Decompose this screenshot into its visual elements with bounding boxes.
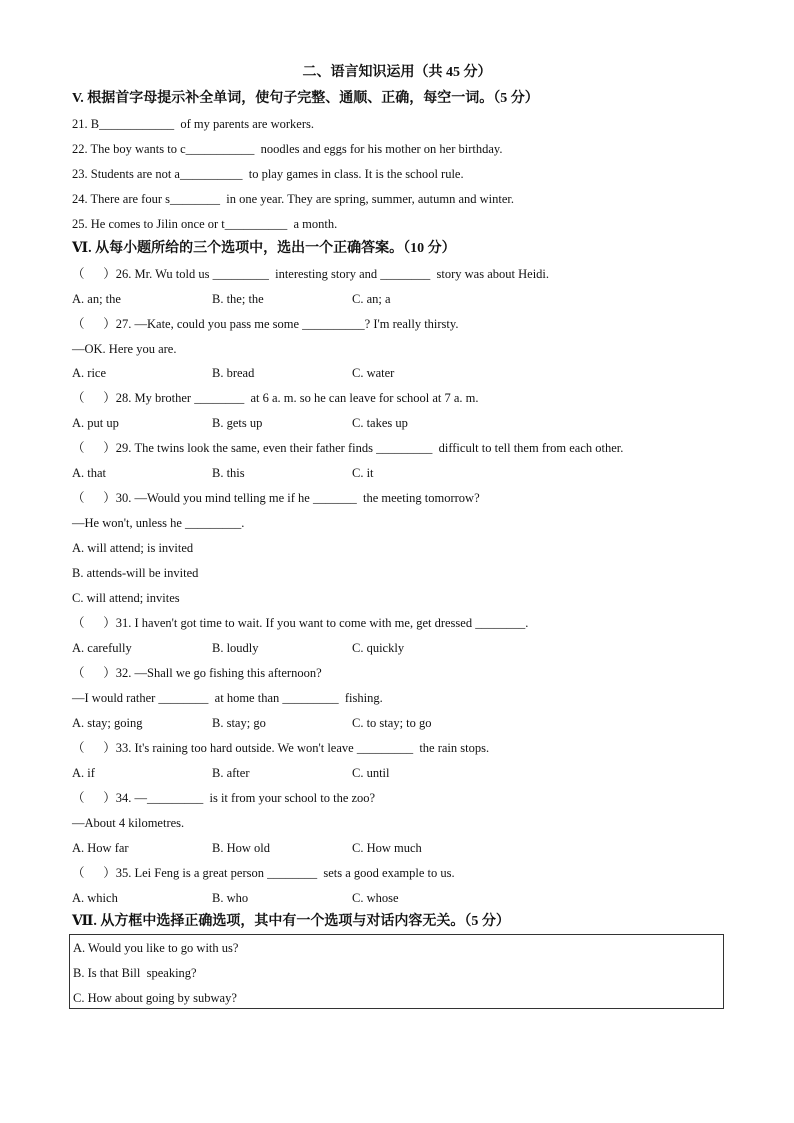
question-28-option-c: C. takes up xyxy=(352,416,408,430)
question-30: （ ）30. —Would you mind telling me if he _______ the meeting tomorrow? xyxy=(72,491,480,505)
question-32: （ ）32. —Shall we go fishing this afternoon? xyxy=(72,666,322,680)
question-34-option-c: C. How much xyxy=(352,841,422,855)
question-33-option-c: C. until xyxy=(352,766,390,780)
question-32-option-a: A. stay; going xyxy=(72,716,143,730)
question-26-option-b: B. the; the xyxy=(212,292,264,306)
question-27: （ ）27. —Kate, could you pass me some __________? I'm really thirsty. xyxy=(72,317,459,331)
question-33-option-a: A. if xyxy=(72,766,95,780)
question-29-option-a: A. that xyxy=(72,466,107,480)
options-box xyxy=(69,934,724,1009)
question-35-option-c: C. whose xyxy=(352,891,399,905)
question-28: （ ）28. My brother ________ at 6 a. m. so he can leave for school at 7 a. m. xyxy=(72,391,479,405)
section-5-heading: V. 根据首字母提示补全单词，使句子完整、通顺、正确，每空一词。（5 分） xyxy=(72,91,539,106)
question-34-option-a: A. How far xyxy=(72,841,129,855)
question-30-option-a: A. will attend; is invited xyxy=(72,541,194,555)
question-27-reply: —OK. Here you are. xyxy=(72,342,177,356)
question-27-option-b: B. bread xyxy=(212,366,255,380)
question-26: （ ）26. Mr. Wu told us _________ interesting story and ________ story was about Heidi. xyxy=(72,267,550,281)
question-32-option-c: C. to stay; to go xyxy=(352,716,432,730)
box-option-b: B. Is that Bill speaking? xyxy=(73,966,197,980)
question-29: （ ）29. The twins look the same, even their father finds _________ difficult to tell them from each other. xyxy=(72,441,624,455)
question-22: 22. The boy wants to c___________ noodles and eggs for his mother on her birthday. xyxy=(72,142,503,156)
question-30-option-b: B. attends-will be invited xyxy=(72,566,199,580)
box-option-a: A. Would you like to go with us? xyxy=(73,941,239,955)
question-23: 23. Students are not a__________ to play games in class. It is the school rule. xyxy=(72,167,464,181)
question-31-option-b: B. loudly xyxy=(212,641,259,655)
question-35-option-b: B. who xyxy=(212,891,249,905)
question-35: （ ）35. Lei Feng is a great person ________ sets a good example to us. xyxy=(72,866,455,880)
section-7-heading: Ⅶ. 从方框中选择正确选项，其中有一个选项与对话内容无关。（5 分） xyxy=(72,914,510,929)
question-26-option-a: A. an; the xyxy=(72,292,121,306)
question-29-option-b: B. this xyxy=(212,466,245,480)
question-29-option-c: C. it xyxy=(352,466,374,480)
question-30-reply: —He won't, unless he _________. xyxy=(72,516,245,530)
question-25: 25. He comes to Jilin once or t__________ a month. xyxy=(72,217,338,231)
question-32-option-b: B. stay; go xyxy=(212,716,266,730)
question-33: （ ）33. It's raining too hard outside. We won't leave _________ the rain stops. xyxy=(72,741,490,755)
question-35-option-a: A. which xyxy=(72,891,118,905)
page-title: 二、语言知识运用（共 45 分） xyxy=(302,65,492,80)
question-32-reply: —I would rather ________ at home than _________ fishing. xyxy=(72,691,383,705)
question-31: （ ）31. I haven't got time to wait. If you want to come with me, get dressed ________. xyxy=(72,616,529,630)
question-34: （ ）34. —_________ is it from your school to the zoo? xyxy=(72,791,376,805)
question-27-option-c: C. water xyxy=(352,366,395,380)
question-33-option-b: B. after xyxy=(212,766,250,780)
section-6-heading: Ⅵ. 从每小题所给的三个选项中，选出一个正确答案。（10 分） xyxy=(72,241,456,256)
question-30-option-c: C. will attend; invites xyxy=(72,591,180,605)
question-24: 24. There are four s________ in one year. They are spring, summer, autumn and winter. xyxy=(72,192,514,206)
question-34-reply: —About 4 kilometres. xyxy=(72,816,185,830)
question-21: 21. B____________ of my parents are workers. xyxy=(72,117,314,131)
question-31-option-c: C. quickly xyxy=(352,641,405,655)
question-34-option-b: B. How old xyxy=(212,841,270,855)
question-27-option-a: A. rice xyxy=(72,366,107,380)
question-26-option-c: C. an; a xyxy=(352,292,391,306)
question-31-option-a: A. carefully xyxy=(72,641,132,655)
question-28-option-a: A. put up xyxy=(72,416,119,430)
question-28-option-b: B. gets up xyxy=(212,416,263,430)
box-option-c: C. How about going by subway? xyxy=(73,991,237,1005)
